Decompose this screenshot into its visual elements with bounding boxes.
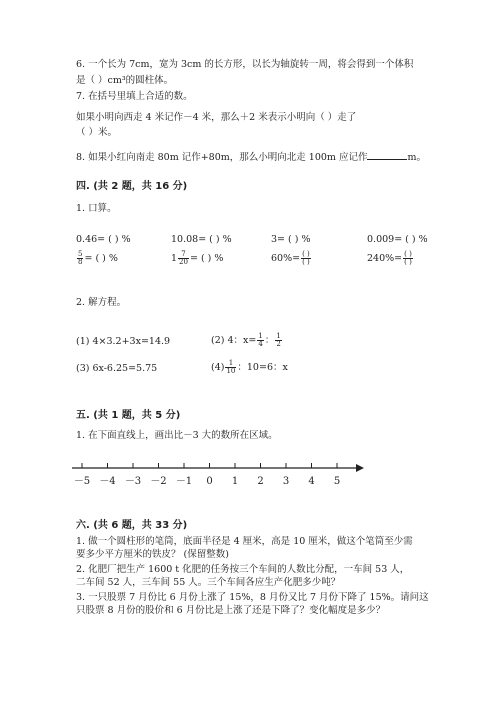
calc-r2-c3: 60%= $\frac{( )}{( )}$ — [271, 250, 310, 266]
fraction-1-4: $\frac{1}{4}$ — [258, 332, 263, 348]
number-line-label: －5 — [73, 476, 91, 487]
section6-q1-line1: 1. 做一个圆柱形的笔筒，底面半径是 4 厘米，高是 10 厘米，做这个笔筒至少需 — [76, 536, 413, 547]
calc-r2-c4: 240%= $\frac{( )}{( )}$ — [367, 250, 412, 266]
fraction-blank-c4: $\frac{( )}{( )}$ — [404, 250, 412, 266]
number-line[interactable] — [70, 460, 370, 500]
section6-q2-line1: 2. 化肥厂把生产 1600 t 化肥的任务按三个车间的人数比分配，一车间 53 人， — [76, 564, 410, 575]
equation-3: (3) 6x-6.25=5.75 — [76, 363, 158, 374]
q8-text-before: 8. 如果小红向南走 80m 记作+80m，那么小明向北走 100m 应记作 — [76, 152, 368, 163]
fraction-1-2: $\frac{1}{2}$ — [276, 332, 281, 348]
number-line-label: －4 — [99, 476, 116, 487]
section5-heading: 五. (共 1 题，共 5 分) — [76, 410, 181, 421]
number-line-label: 4 — [308, 476, 315, 487]
q7-sub-line1: 如果小明向西走 4 米记作－4 米，那么＋2 米表示小明向（ ）走了 — [76, 112, 357, 123]
q7-sub-line2: （ ）米。 — [76, 127, 118, 138]
section5-q1: 1. 在下面直线上，画出比－3 大的数所在区域。 — [76, 430, 278, 441]
number-line-label: 1 — [231, 476, 239, 487]
section4-q1-label: 1. 口算。 — [76, 203, 117, 214]
q8-text — [76, 150, 426, 164]
calc-r1-c3: 3= ( ) % — [271, 234, 311, 245]
q8-answer-blank[interactable] — [367, 150, 407, 160]
equation-4: (4) $\frac{1}{10}$ ：10=6：x — [211, 359, 288, 375]
number-line-label: －3 — [124, 476, 142, 487]
number-line-label: －1 — [175, 476, 193, 487]
q6-line1: 6. 一个长为 7cm，宽为 3cm 的长方形，以长为轴旋转一周，将会得到一个体积 — [76, 59, 414, 70]
section6-q1-line2: 要多少平方厘米的铁皮？ (保留整数) — [76, 549, 229, 560]
fraction-7-20: $\frac{7}{20}$ — [179, 250, 188, 266]
number-line-label: 0 — [206, 476, 213, 487]
number-line-arrow-icon — [356, 464, 364, 472]
equation-2: (2) 4：x= $\frac{1}{4}$ ： $\frac{1}{2}$ — [211, 332, 281, 348]
calc-r2-c1: $\frac{5}{8}$ = ( ) % — [78, 250, 118, 266]
q7-text: 7. 在括号里填上合适的数。 — [76, 91, 193, 102]
q8-text-after: m。 — [407, 152, 426, 163]
calc-r1-c4: 0.009= ( ) % — [367, 234, 428, 245]
section6-q2-line2: 二车间 52 人，三车间 55 人。三个车间各应生产化肥多少吨？ — [76, 577, 341, 588]
q6-line2: 是（ ）cm³的圆柱体。 — [76, 75, 174, 86]
calc-r1-c1: 0.46= ( ) % — [76, 234, 131, 245]
section6-heading: 六. (共 6 题，共 33 分) — [76, 520, 188, 531]
number-line-label: －2 — [150, 476, 167, 487]
fraction-5-8: $\frac{5}{8}$ — [78, 250, 83, 266]
equation-1: (1) 4×3.2+3x=14.9 — [76, 336, 171, 347]
section4-heading: 四. (共 2 题，共 16 分) — [76, 181, 188, 192]
calc-r2-c2: 1 $\frac{7}{20}$ = ( ) % — [171, 250, 224, 266]
number-line-label: 2 — [257, 476, 264, 487]
fraction-blank-c3: $\frac{( )}{( )}$ — [302, 250, 310, 266]
section6-q3-line2: 只股票 8 月份的股价和 6 月份比是上涨了还是下降了？变化幅度是多少？ — [76, 605, 386, 616]
fraction-1-10: $\frac{1}{10}$ — [226, 359, 236, 375]
section6-q3-line1: 3. 一只股票 7 月份比 6 月份上涨了 15%，8 月份又比 7 月份下降了 15%。请问这 — [76, 592, 429, 603]
number-line-label: 5 — [333, 476, 341, 487]
calc-r1-c2: 10.08= ( ) % — [171, 234, 232, 245]
number-line-label: 3 — [282, 476, 290, 487]
section4-q2-label: 2. 解方程。 — [76, 297, 127, 308]
